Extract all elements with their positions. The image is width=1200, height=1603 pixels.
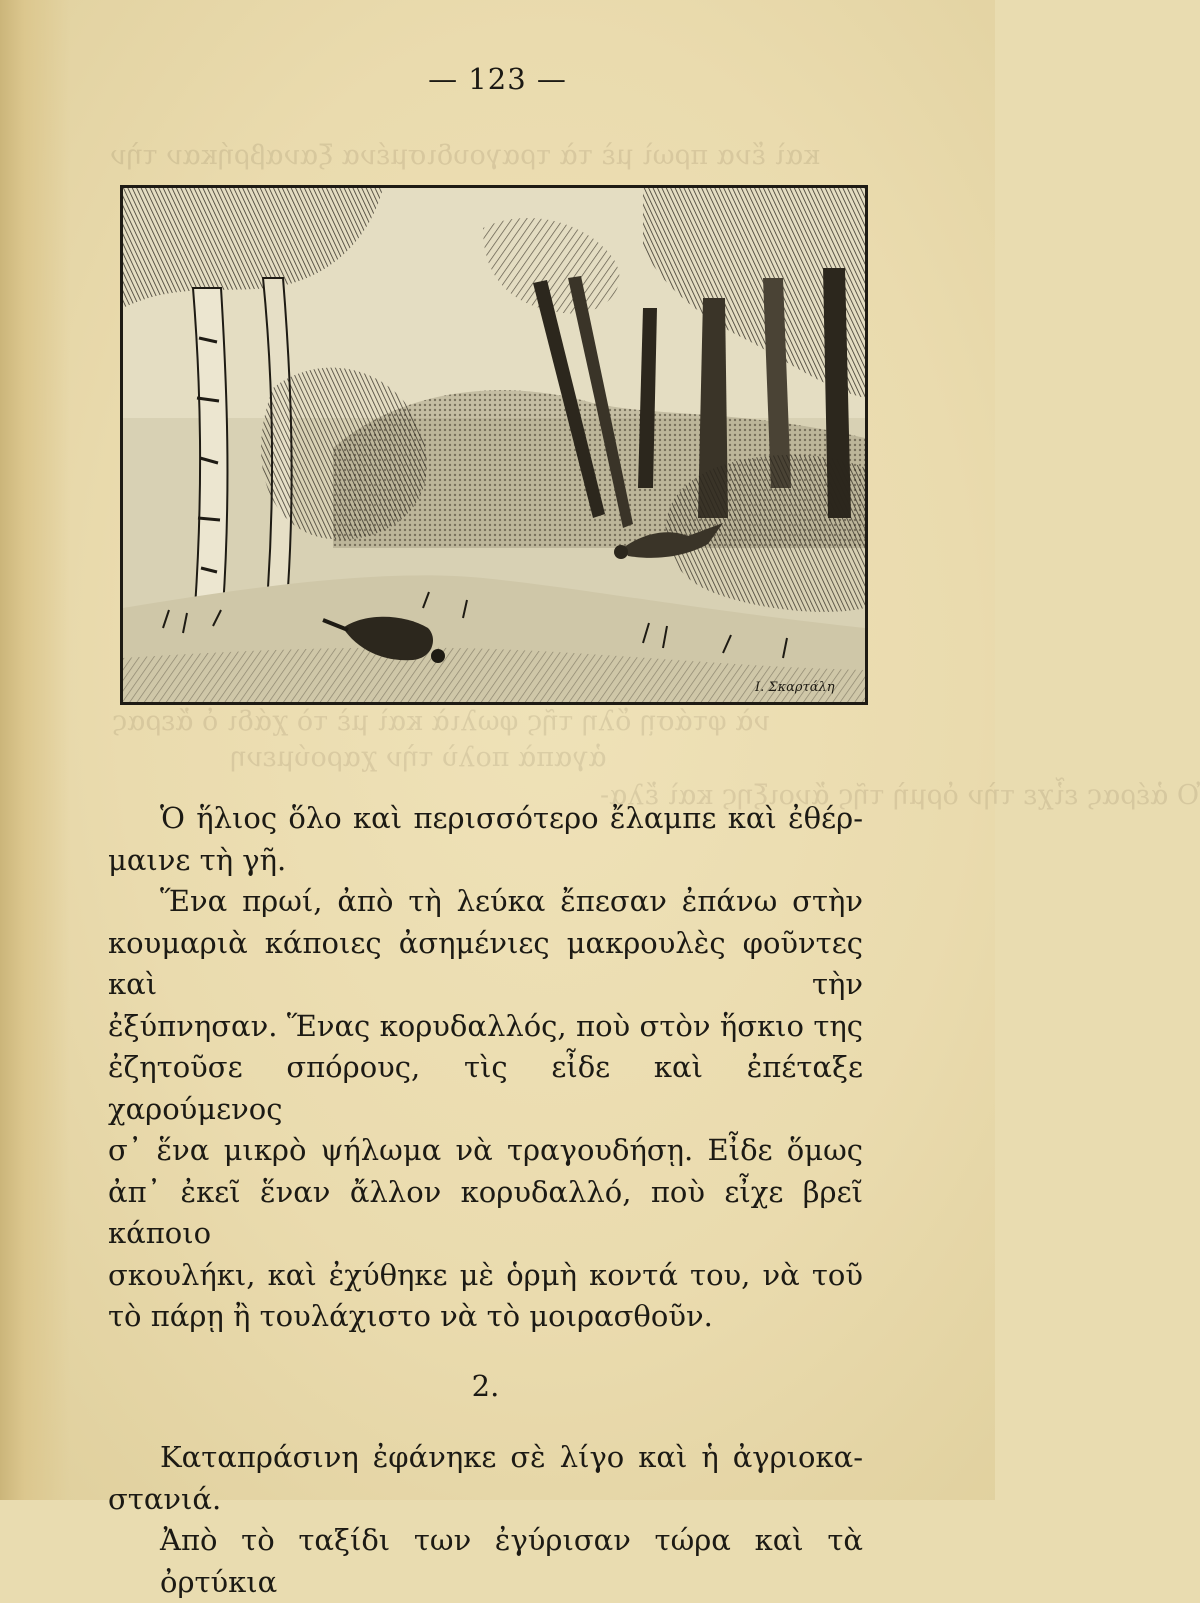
paragraph-1 <box>108 798 863 881</box>
text-line: σ᾽ ἕνα μικρὸ ψήλωμα νὰ τραγουδήσῃ. Εἶδε ὅμως <box>108 1133 863 1167</box>
text-line: Ἀπὸ τὸ ταξίδι των ἐγύρισαν τώρα καὶ τὰ ὀρτύκια <box>160 1523 863 1599</box>
text-line: ἀπ᾽ ἐκεῖ ἕναν ἄλλον κορυδαλλό, ποὺ εἶχε βρεῖ κάποιο <box>108 1174 863 1250</box>
bleed-through-line: ἀγαπὰ πολὺ τὴν χαρούμενη <box>230 742 607 773</box>
text-line: ἐζητοῦσε σπόρους, τὶς εἶδε καὶ ἐπέταξε χαρούμενος <box>108 1050 863 1126</box>
paragraph-3 <box>108 1437 863 1520</box>
page-number: — 123 — <box>428 62 567 96</box>
text-line: σκουλήκι, καὶ ἐχύθηκε μὲ ὁρμὴ κοντά του, νὰ τοῦ <box>108 1257 863 1292</box>
text-line: Ὁ ἥλιος ὅλο καὶ περισσότερο ἔλαμπε καὶ ἐθέρ- <box>160 801 863 835</box>
paragraph-2 <box>108 881 863 1338</box>
section-number: 2. <box>471 1368 500 1403</box>
text-line: στανιά. <box>108 1481 222 1516</box>
text-line: Καταπράσινη ἐφάνηκε σὲ λίγο καὶ ἡ ἀγριοκα- <box>160 1440 863 1474</box>
bleed-through-line: νὰ φτάσῃ ὅλη τῆς φωλιὰ καὶ μὲ τὸ χάδι ὁ ἄερας <box>112 706 770 737</box>
text-line: μαινε τὴ γῆ. <box>108 842 287 877</box>
text-line: τὸ πάρῃ ἢ τουλάχιστο νὰ τὸ μοιρασθοῦν. <box>108 1299 713 1333</box>
page-gutter-shadow <box>0 0 70 1500</box>
text-line: Ἕνα πρωί, ἀπὸ τὴ λεύκα ἔπεσαν ἐπάνω στὴν <box>160 884 863 918</box>
bleed-through-line: Ὁ ἀέρας εἶχε τὴν ὁρμὴ τῆς ἄνοιξης καὶ ἔλα- <box>600 780 1200 811</box>
forest-scene-with-larks-icon <box>120 185 868 705</box>
artist-signature: I. Σκαρτάλη <box>755 680 835 695</box>
bleed-through-line: καὶ ἕνα πρωὶ μὲ τὰ τραγουδισμένα ξαναβρήκαν τὴν <box>110 140 821 171</box>
body-text <box>108 798 863 1603</box>
paragraph-4 <box>108 1520 863 1603</box>
text-line: κουμαριὰ κάποιες ἀσημένιες μακρουλὲς φοῦντες καὶ τὴν <box>108 925 863 1001</box>
text-line: ἐξύπνησαν. Ἕνας κορυδαλλός, ποὺ στὸν ἥσκιο της <box>108 1008 863 1043</box>
